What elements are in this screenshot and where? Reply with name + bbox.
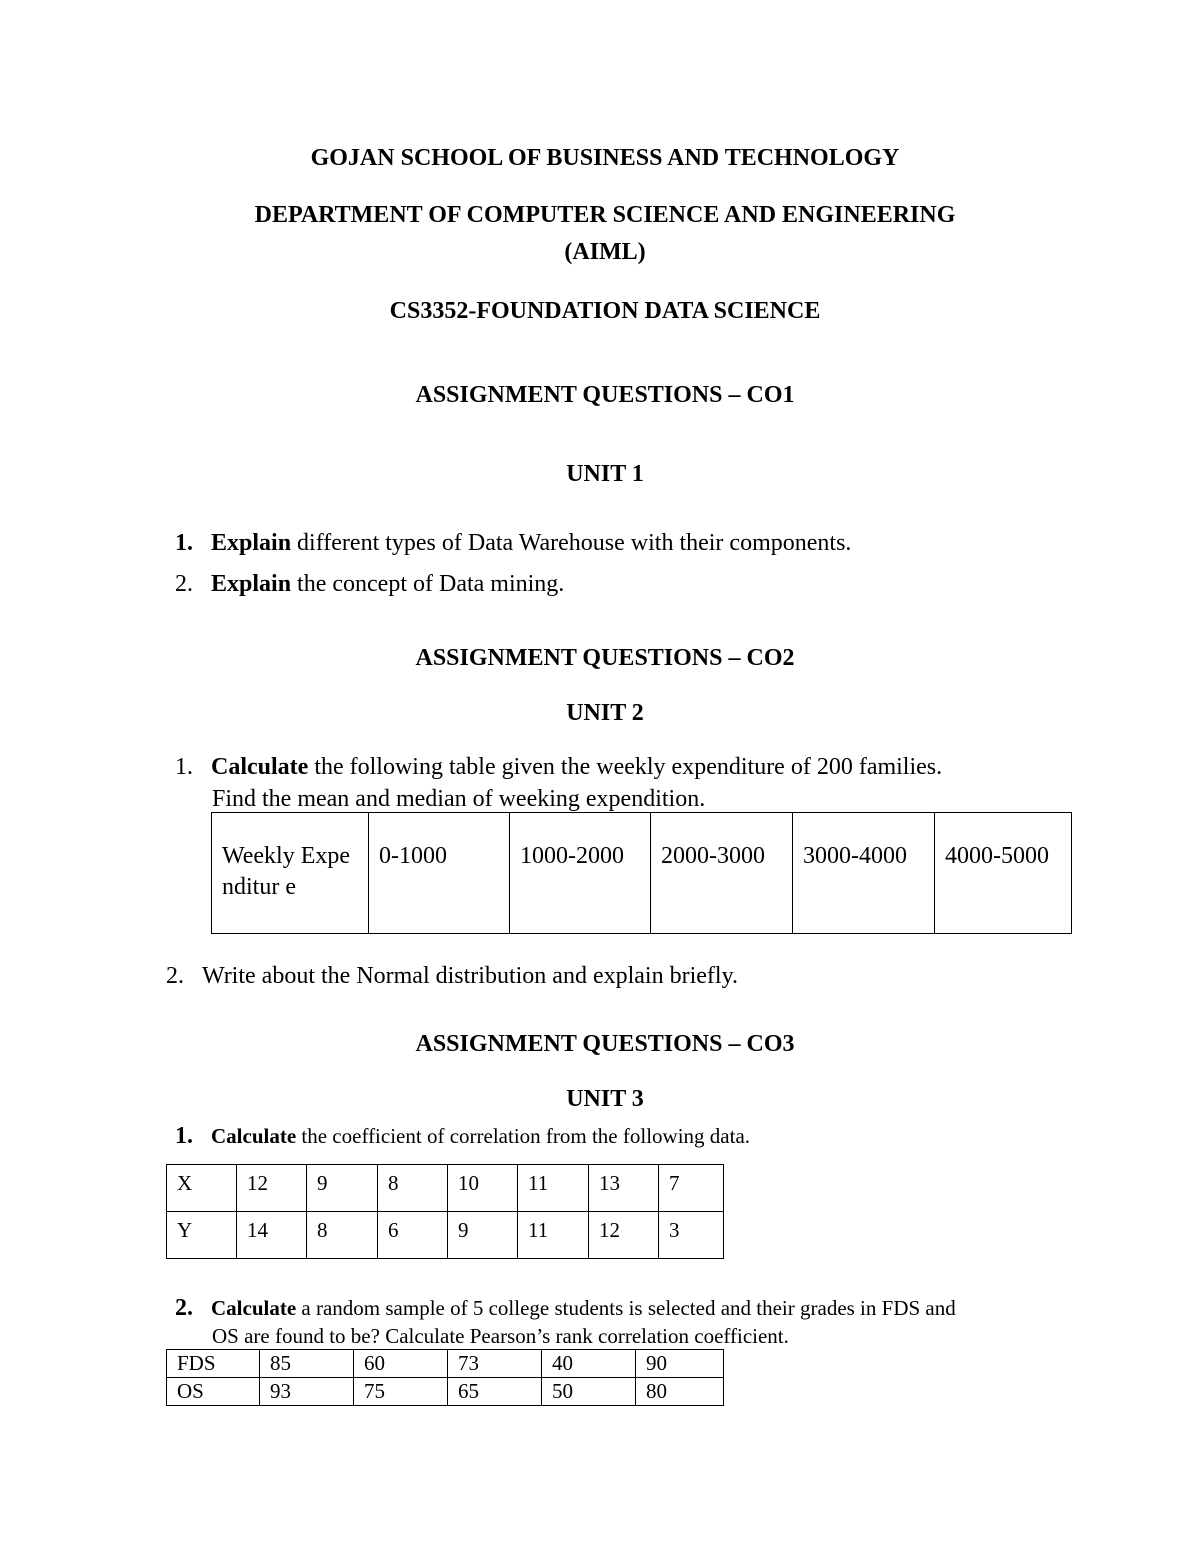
table-header-cell: X bbox=[167, 1165, 237, 1212]
table-header-cell: FDS bbox=[167, 1350, 260, 1378]
table-cell: 2000-3000 bbox=[651, 813, 793, 934]
table-cell: 4000-5000 bbox=[935, 813, 1072, 934]
question-number: 2. bbox=[175, 571, 193, 597]
question-number: 2. bbox=[166, 963, 184, 989]
table-cell: 9 bbox=[307, 1165, 378, 1212]
question-number: 2. bbox=[175, 1295, 193, 1321]
question-text: the concept of Data mining. bbox=[291, 571, 565, 597]
table-cell: 85 bbox=[260, 1350, 354, 1378]
question-text: the following table given the weekly expenditure of 200 families. bbox=[308, 754, 943, 780]
table-row bbox=[167, 1350, 724, 1378]
table-row bbox=[167, 1165, 724, 1212]
course-title: CS3352-FOUNDATION DATA SCIENCE bbox=[389, 298, 821, 324]
question-text: different types of Data Warehouse with their components. bbox=[291, 530, 852, 556]
unit1-heading: UNIT 1 bbox=[566, 461, 644, 487]
co2-question-2 bbox=[166, 960, 738, 992]
table-cell: 75 bbox=[354, 1378, 448, 1406]
question-keyword: Calculate bbox=[211, 1124, 297, 1148]
table-cell: 73 bbox=[448, 1350, 542, 1378]
question-text: Write about the Normal distribution and explain briefly. bbox=[202, 963, 739, 989]
co1-question-2 bbox=[175, 568, 564, 600]
co3-question-2 bbox=[175, 1294, 956, 1348]
table-row bbox=[167, 1212, 724, 1259]
table-cell: 6 bbox=[378, 1212, 448, 1259]
table-cell: 10 bbox=[448, 1165, 518, 1212]
table-cell: 65 bbox=[448, 1378, 542, 1406]
question-keyword: Calculate bbox=[211, 754, 309, 780]
department-subtitle: (AIML) bbox=[564, 239, 646, 265]
table-cell: 80 bbox=[636, 1378, 724, 1406]
co3-heading: ASSIGNMENT QUESTIONS – CO3 bbox=[415, 1031, 795, 1057]
department-title: DEPARTMENT OF COMPUTER SCIENCE AND ENGINEERING bbox=[254, 202, 956, 228]
table-header-cell: Y bbox=[167, 1212, 237, 1259]
question-number: 1. bbox=[175, 754, 193, 780]
grades-table bbox=[166, 1349, 724, 1406]
table-header-cell: OS bbox=[167, 1378, 260, 1406]
table-cell: 93 bbox=[260, 1378, 354, 1406]
table-cell: 50 bbox=[542, 1378, 636, 1406]
question-number: 1. bbox=[175, 1123, 193, 1149]
co1-question-1 bbox=[175, 527, 851, 559]
co1-heading: ASSIGNMENT QUESTIONS – CO1 bbox=[415, 382, 795, 408]
question-text: the coefficient of correlation from the following data. bbox=[296, 1124, 751, 1148]
table-cell: 9 bbox=[448, 1212, 518, 1259]
table-cell: 11 bbox=[518, 1165, 589, 1212]
co2-question-1 bbox=[175, 751, 1070, 812]
table-cell: 11 bbox=[518, 1212, 589, 1259]
question-text: a random sample of 5 college students is selected and their grades in FDS and bbox=[296, 1296, 956, 1320]
table-cell: 8 bbox=[307, 1212, 378, 1259]
table-cell: 0-1000 bbox=[369, 813, 510, 934]
co2-heading: ASSIGNMENT QUESTIONS – CO2 bbox=[415, 645, 795, 671]
table-header-cell: Weekly Expenditur e bbox=[212, 813, 369, 934]
table-cell: 3 bbox=[659, 1212, 724, 1259]
co3-question-1 bbox=[175, 1122, 750, 1150]
unit3-heading: UNIT 3 bbox=[566, 1086, 644, 1112]
table-cell: 8 bbox=[378, 1165, 448, 1212]
question-keyword: Explain bbox=[211, 571, 292, 597]
table-cell: 60 bbox=[354, 1350, 448, 1378]
table-cell: 3000-4000 bbox=[793, 813, 935, 934]
question-number: 1. bbox=[175, 530, 193, 556]
table-row bbox=[212, 813, 1072, 934]
correlation-table bbox=[166, 1164, 724, 1259]
table-cell: 1000-2000 bbox=[510, 813, 651, 934]
table-cell: 12 bbox=[589, 1212, 659, 1259]
question-keyword: Calculate bbox=[211, 1296, 297, 1320]
table-cell: 40 bbox=[542, 1350, 636, 1378]
table-cell: 90 bbox=[636, 1350, 724, 1378]
table-row bbox=[167, 1378, 724, 1406]
expenditure-table bbox=[211, 812, 1072, 934]
table-cell: 12 bbox=[237, 1165, 307, 1212]
table-cell: 7 bbox=[659, 1165, 724, 1212]
question-text-continued: Find the mean and median of weeking expendition. bbox=[212, 786, 706, 812]
unit2-heading: UNIT 2 bbox=[566, 700, 644, 726]
question-keyword: Explain bbox=[211, 530, 292, 556]
school-name: GOJAN SCHOOL OF BUSINESS AND TECHNOLOGY bbox=[310, 145, 900, 171]
table-cell: 13 bbox=[589, 1165, 659, 1212]
question-text-continued: OS are found to be? Calculate Pearson’s rank correlation coefficient. bbox=[212, 1324, 789, 1348]
table-cell: 14 bbox=[237, 1212, 307, 1259]
